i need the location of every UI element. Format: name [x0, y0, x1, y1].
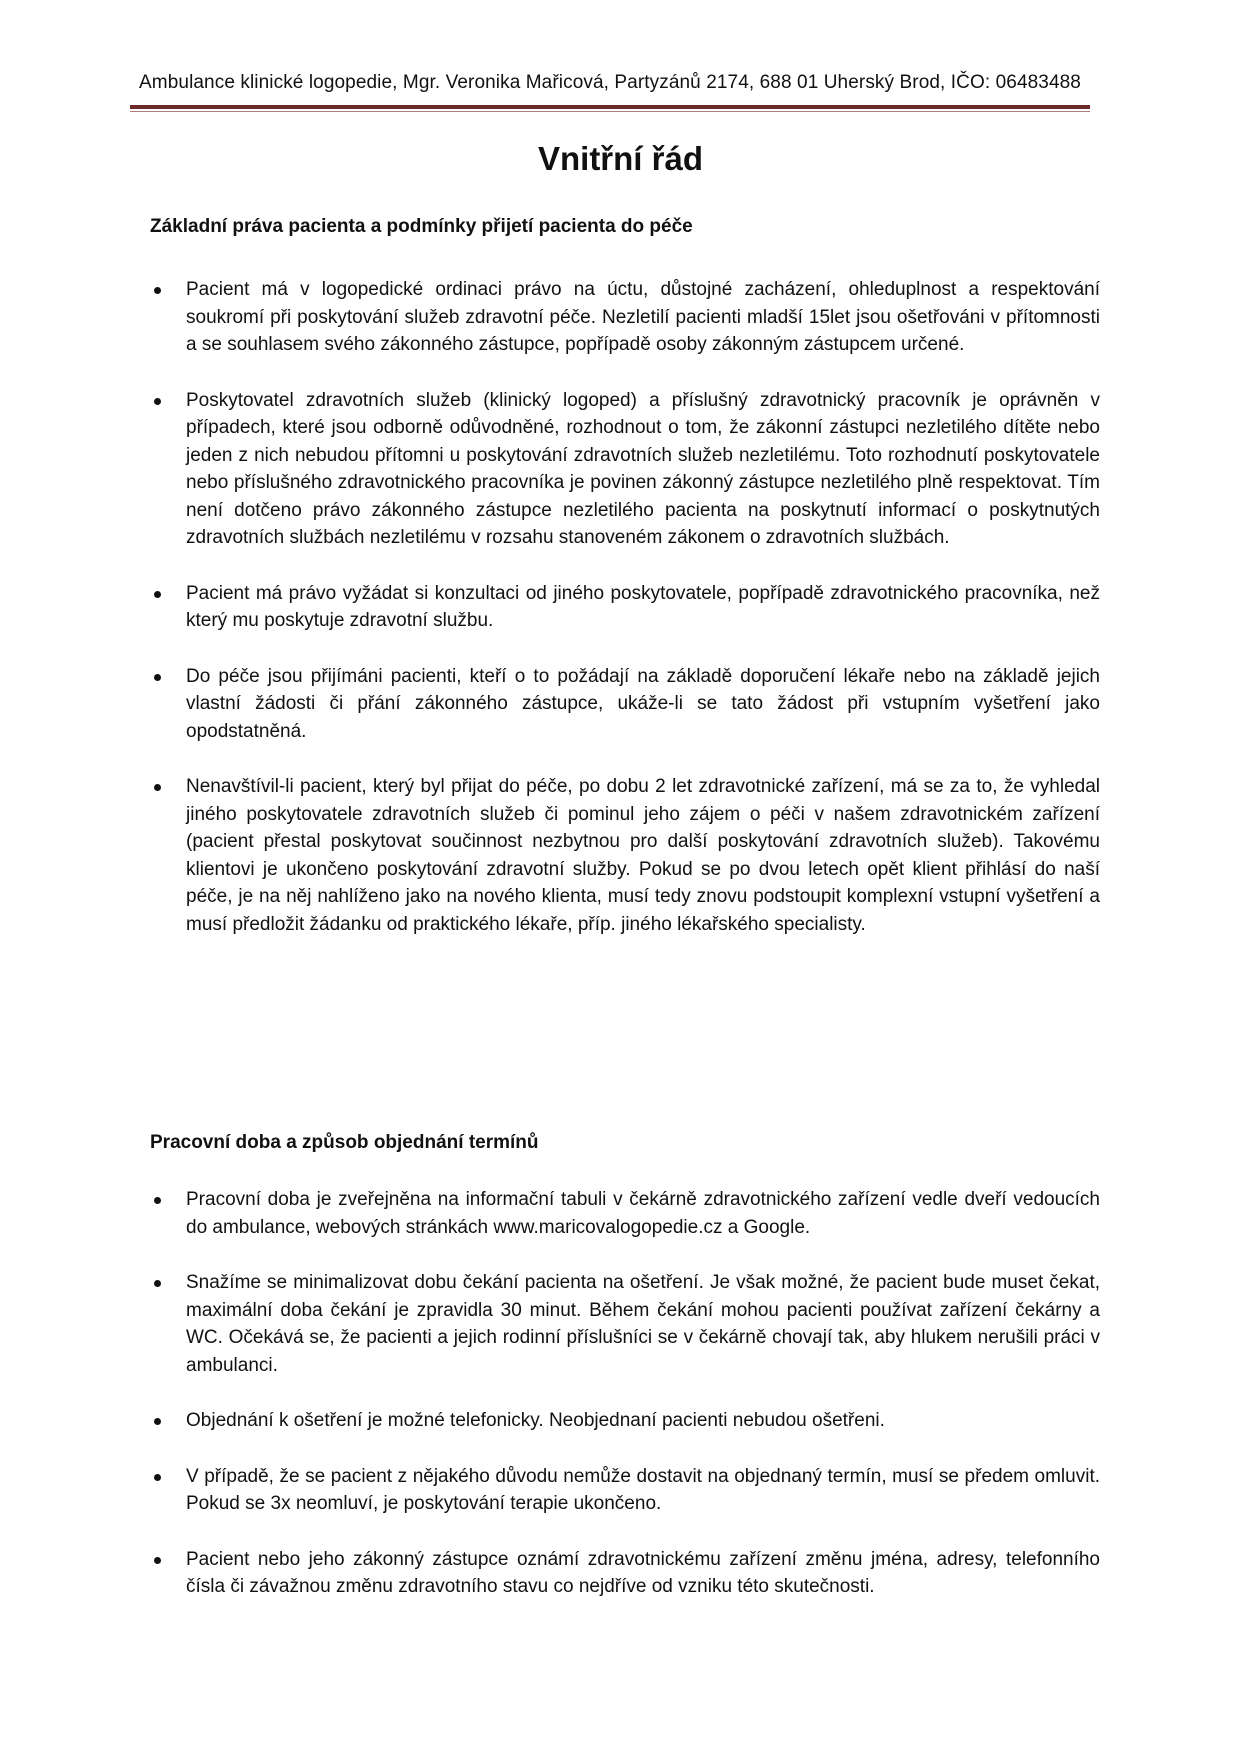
bullet-icon [154, 398, 161, 405]
section-heading: Pracovní doba a způsob objednání termínů [150, 1132, 539, 1153]
bullet-icon [154, 1557, 161, 1564]
list-item-text: Pracovní doba je zveřejněna na informační tabuli v čekárně zdravotnického zařízení vedle dveří vedoucích do ambulance, webových stránkách www.maricovalogopedie.cz a Google. [186, 1189, 1100, 1238]
list-item [150, 387, 1100, 552]
bullet-icon [154, 287, 161, 294]
list-item [150, 1463, 1100, 1518]
bullet-list [150, 276, 1100, 966]
list-item-text: Pacient nebo jeho zákonný zástupce oznámí zdravotnickému zařízení změnu jména, adresy, telefonního čísla či závažnou změnu zdravotního stavu co nejdříve od vzniku této skutečnosti. [186, 1548, 1100, 1597]
list-item-text: Nenavštívil-li pacient, který byl přijat do péče, po dobu 2 let zdravotnické zařízení, má se za to, že vyhledal jiného poskytovatele zdravotních služeb či pominul jeho zájem o péči v našem zdravotnickém zařízení (pacient přestal poskytovat součinnost nezbytnou pro další poskytování zdravotních služeb). Takovému klientovi je ukončeno poskytování zdravotní služby. Pokud se po dvou letech opět klient přihlásí do naší péče, je na něj nahlíženo jako na nového klienta, musí tedy znovu podstoupit komplexní vstupní vyšetření a musí předložit žádanku od praktického lékaře, příp. jiného lékařského specialisty. [186, 776, 1100, 935]
list-item [150, 1546, 1100, 1601]
list-item [150, 773, 1100, 938]
page-header [130, 72, 1090, 94]
list-item-text: Pacient má v logopedické ordinaci právo na úctu, důstojné zacházení, ohleduplnost a respektování soukromí při poskytování služeb zdravotní péče. Nezletilí pacienti mladší 15let jsou ošetřováni v přítomnosti a se souhlasem svého zákonného zástupce, popřípadě osoby zákonným zástupcem určené. [186, 279, 1100, 355]
bullet-icon [154, 674, 161, 681]
list-item [150, 1186, 1100, 1241]
list-item [150, 580, 1100, 635]
list-item [150, 276, 1100, 359]
header-text: Ambulance klinické logopedie, Mgr. Veronika Mařicová, Partyzánů 2174, 688 01 Uherský Brod, IČO: 06483488 [139, 72, 1081, 93]
bullet-icon [154, 784, 161, 791]
list-item [150, 1269, 1100, 1379]
header-rule-thin [130, 111, 1090, 112]
bullet-icon [154, 1197, 161, 1204]
list-item-text: Do péče jsou přijímáni pacienti, kteří o to požádají na základě doporučení lékaře nebo na základě jejich vlastní žádosti či přání zákonného zástupce, ukáže-li se tato žádost při vstupním vyšetření jako opodstatněná. [186, 665, 1100, 742]
list-item-text: Objednání k ošetření je možné telefonicky. Neobjednaní pacienti nebudou ošetřeni. [186, 1410, 885, 1431]
bullet-list [150, 1186, 1100, 1629]
bullet-icon [154, 1474, 161, 1481]
document-title: Vnitřní řád [537, 140, 704, 177]
bullet-icon [154, 591, 161, 598]
list-item-text: Pacient má právo vyžádat si konzultaci od jiného poskytovatele, popřípadě zdravotnického pracovníka, než který mu poskytuje zdravotní službu. [186, 582, 1100, 631]
list-item-text: V případě, že se pacient z nějakého důvodu nemůže dostavit na objednaný termín, musí se předem omluvit. Pokud se 3x neomluví, je poskytování terapie ukončeno. [186, 1465, 1100, 1514]
section-heading: Základní práva pacienta a podmínky přijetí pacienta do péče [150, 216, 693, 237]
bullet-icon [154, 1280, 161, 1287]
list-item-text: Poskytovatel zdravotních služeb (klinický logoped) a příslušný zdravotnický pracovník je oprávněn v případech, které jsou odborně odůvodněné, rozhodnout o tom, že zákonní zástupci nezletilého dítěte nebo jeden z nich nebudou přítomni u poskytování zdravotních služeb nezletilému. Toto rozhodnutí poskytovatele nebo příslušného zdravotnického pracovníka je povinen zákonný zástupce nezletilého plně respektovat. Tím není dotčeno právo zákonného zástupce nezletilého pacienta na poskytnutí informací o poskytnutých zdravotních službách nezletilému v rozsahu stanoveném zákonem o zdravotních službách. [186, 389, 1100, 548]
list-item [150, 663, 1100, 746]
bullet-icon [154, 1418, 161, 1425]
header-rule [130, 105, 1090, 109]
list-item-text: Snažíme se minimalizovat dobu čekání pacienta na ošetření. Je však možné, že pacient bude muset čekat, maximální doba čekání je zpravidla 30 minut. Během čekání mohou pacienti používat zařízení čekárny a WC. Očekává se, že pacienti a jejich rodinní příslušníci se v čekárně chovají tak, aby hlukem nerušili práci v ambulanci. [186, 1272, 1100, 1376]
list-item [150, 1407, 1100, 1435]
